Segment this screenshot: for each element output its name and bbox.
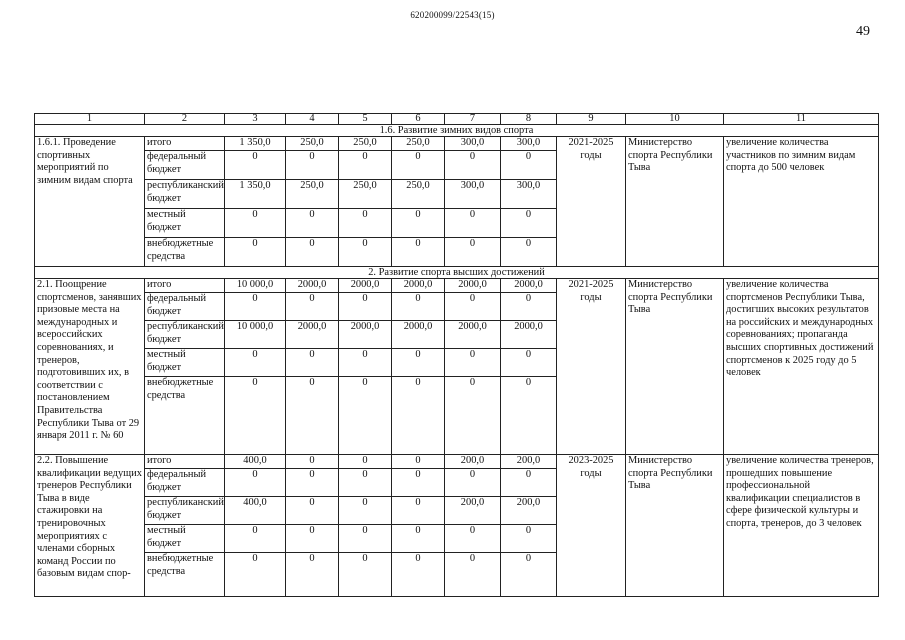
amount-cell: 0 [286,525,339,553]
amount-cell: 0 [286,377,339,455]
amount-cell: 0 [339,349,392,377]
funding-source: местный бюджет [145,349,225,377]
amount-cell: 0 [445,209,501,238]
amount-cell: 0 [392,349,445,377]
amount-cell: 2000,0 [445,321,501,349]
amount-cell: 0 [445,553,501,597]
header-cell: 3 [225,114,286,125]
executor-cell: Министерство спорта Республики Тыва [626,279,724,455]
amount-cell: 0 [392,377,445,455]
header-cell: 5 [339,114,392,125]
amount-cell: 0 [339,497,392,525]
amount-cell: 0 [445,151,501,180]
amount-cell: 0 [286,151,339,180]
funding-source: итого [145,455,225,469]
amount-cell: 250,0 [339,137,392,151]
amount-cell: 0 [339,151,392,180]
amount-cell: 0 [392,209,445,238]
funding-source: внебюджетные средства [145,238,225,267]
amount-cell: 0 [225,238,286,267]
amount-cell: 0 [286,238,339,267]
result-cell: увеличение количества тренеров, прошедших повышение профессиональной квалификации специалистов в сфере физической культуры и спорта, тренеров, до 3 человек [724,455,879,597]
section-row [35,267,879,279]
executor-cell: Министерство спорта Республики Тыва [626,137,724,267]
amount-cell: 250,0 [392,137,445,151]
amount-cell: 0 [339,553,392,597]
amount-cell: 200,0 [501,497,557,525]
funding-source: местный бюджет [145,525,225,553]
amount-cell: 0 [339,293,392,321]
funding-source: внебюджетные средства [145,553,225,597]
amount-cell: 10 000,0 [225,321,286,349]
funding-source: итого [145,279,225,293]
funding-source: федеральный бюджет [145,469,225,497]
amount-cell: 0 [445,525,501,553]
header-cell: 10 [626,114,724,125]
header-cell: 11 [724,114,879,125]
funding-source: местный бюджет [145,209,225,238]
amount-cell: 0 [339,455,392,469]
amount-cell: 0 [339,469,392,497]
amount-cell: 200,0 [501,455,557,469]
amount-cell: 0 [501,469,557,497]
section-title: 1.6. Развитие зимних видов спорта [35,125,879,137]
amount-cell: 300,0 [501,180,557,209]
amount-cell: 0 [501,293,557,321]
amount-cell: 2000,0 [501,321,557,349]
section-row [35,125,879,137]
funding-source: итого [145,137,225,151]
result-cell: увеличение количества спортсменов Республики Тыва, достигших высоких результатов на российских и международных соревнованиях; пропаганда высших спортивных достижений спортсменов к 2025 году до 5 человек [724,279,879,455]
amount-cell: 0 [392,151,445,180]
amount-cell: 0 [286,497,339,525]
amount-cell: 0 [286,293,339,321]
amount-cell: 300,0 [445,180,501,209]
header-cell: 4 [286,114,339,125]
amount-cell: 0 [445,293,501,321]
page-number: 49 [856,24,870,39]
amount-cell: 0 [339,209,392,238]
funding-source: республиканский бюджет [145,321,225,349]
amount-cell: 0 [339,525,392,553]
header-row [35,114,879,125]
period-cell: 2021-2025 годы [557,279,626,455]
funding-source: республиканский бюджет [145,497,225,525]
program-table [34,113,879,597]
table-row [35,455,879,469]
amount-cell: 0 [392,469,445,497]
funding-source: республиканский бюджет [145,180,225,209]
document-id: 620200099/22543(15) [410,10,495,20]
amount-cell: 0 [225,293,286,321]
amount-cell: 0 [339,238,392,267]
amount-cell: 2000,0 [501,279,557,293]
amount-cell: 2000,0 [339,321,392,349]
amount-cell: 2000,0 [286,279,339,293]
amount-cell: 0 [225,525,286,553]
amount-cell: 0 [501,151,557,180]
amount-cell: 0 [445,238,501,267]
header-cell: 7 [445,114,501,125]
amount-cell: 200,0 [445,455,501,469]
amount-cell: 0 [286,553,339,597]
amount-cell: 0 [392,525,445,553]
amount-cell: 0 [392,238,445,267]
amount-cell: 0 [225,209,286,238]
activity-name: 1.6.1. Проведение спортивных мероприятий по зимним видам спорта [35,137,145,267]
header-cell: 2 [145,114,225,125]
amount-cell: 250,0 [286,137,339,151]
amount-cell: 250,0 [286,180,339,209]
amount-cell: 400,0 [225,497,286,525]
amount-cell: 2000,0 [392,321,445,349]
amount-cell: 0 [225,553,286,597]
period-cell: 2023-2025 годы [557,455,626,597]
amount-cell: 2000,0 [392,279,445,293]
amount-cell: 0 [501,209,557,238]
amount-cell: 1 350,0 [225,180,286,209]
section-title: 2. Развитие спорта высших достижений [35,267,879,279]
amount-cell: 2000,0 [286,321,339,349]
period-cell: 2021-2025 годы [557,137,626,267]
amount-cell: 250,0 [392,180,445,209]
header-cell: 8 [501,114,557,125]
amount-cell: 0 [225,469,286,497]
funding-source: федеральный бюджет [145,293,225,321]
amount-cell: 0 [339,377,392,455]
header-cell: 1 [35,114,145,125]
amount-cell: 0 [225,349,286,377]
activity-name: 2.1. Поощрение спортсменов, занявших призовые места на международных и всероссийских соревнованиях, и тренеров, подготовивших их, в соответствии с постановлением Правительства Республики Тыва от 29 января 2011 г. № 60 [35,279,145,455]
amount-cell: 0 [225,151,286,180]
amount-cell: 0 [286,455,339,469]
amount-cell: 0 [445,349,501,377]
amount-cell: 200,0 [445,497,501,525]
result-cell: увеличение количества участников по зимним видам спорта до 500 человек [724,137,879,267]
amount-cell: 0 [286,209,339,238]
amount-cell: 0 [445,469,501,497]
amount-cell: 10 000,0 [225,279,286,293]
amount-cell: 0 [392,553,445,597]
amount-cell: 2000,0 [445,279,501,293]
table-row [35,279,879,293]
header-cell: 6 [392,114,445,125]
amount-cell: 0 [392,497,445,525]
amount-cell: 300,0 [445,137,501,151]
amount-cell: 0 [501,525,557,553]
amount-cell: 0 [392,455,445,469]
funding-source: федеральный бюджет [145,151,225,180]
amount-cell: 400,0 [225,455,286,469]
amount-cell: 0 [286,469,339,497]
amount-cell: 0 [501,553,557,597]
amount-cell: 300,0 [501,137,557,151]
amount-cell: 0 [225,377,286,455]
amount-cell: 1 350,0 [225,137,286,151]
executor-cell: Министерство спорта Республики Тыва [626,455,724,597]
header-cell: 9 [557,114,626,125]
amount-cell: 0 [445,377,501,455]
activity-name: 2.2. Повышение квалификации ведущих тренеров Республики Тыва в виде стажировки на тренировочных мероприятиях с членами сборных команд России по базовым видам спор- [35,455,145,597]
funding-source: внебюджетные средства [145,377,225,455]
amount-cell: 250,0 [339,180,392,209]
amount-cell: 0 [501,349,557,377]
table-row [35,137,879,151]
amount-cell: 0 [286,349,339,377]
amount-cell: 0 [501,377,557,455]
amount-cell: 0 [501,238,557,267]
amount-cell: 2000,0 [339,279,392,293]
amount-cell: 0 [392,293,445,321]
